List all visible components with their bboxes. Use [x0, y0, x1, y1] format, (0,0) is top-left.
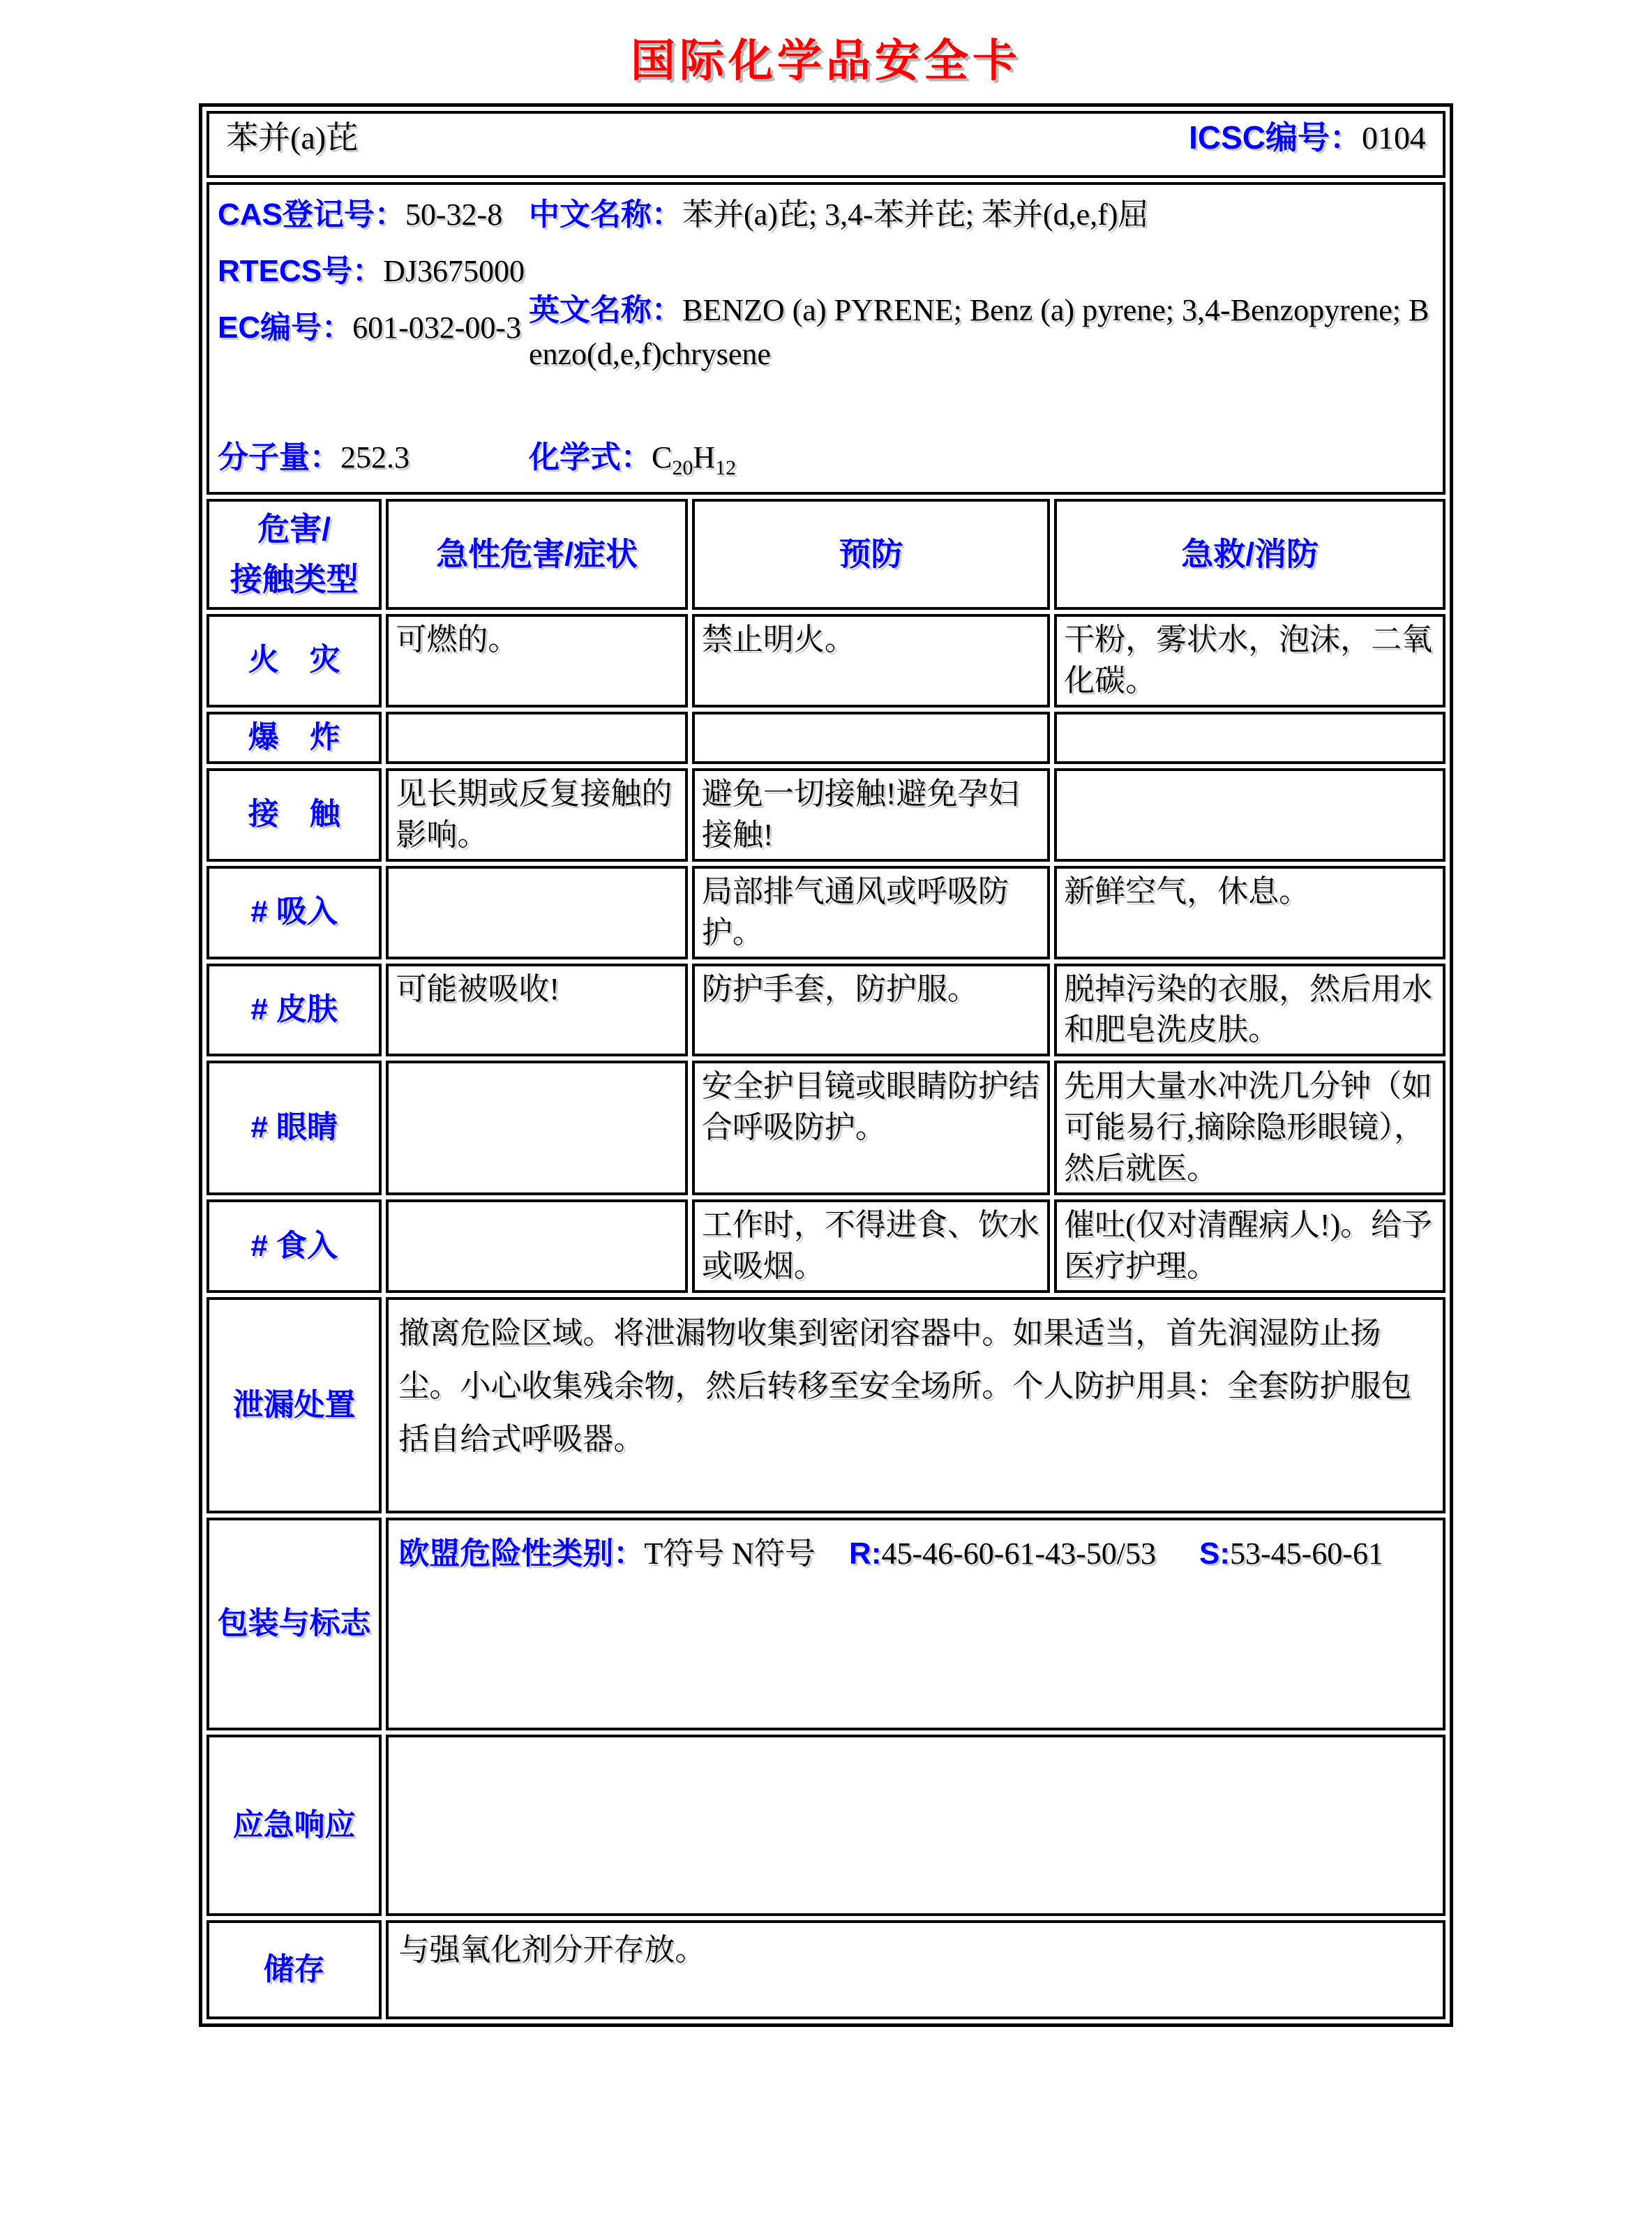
hazard-header-row: [206, 499, 1446, 610]
english-names-label: 英文名称：: [529, 293, 682, 328]
page-title: 国际化学品安全卡: [631, 36, 1021, 86]
fire-symptoms: 可燃的。: [386, 614, 687, 708]
chinese-names-label: 中文名称：: [529, 197, 682, 232]
hazard-row-fire: [206, 614, 1446, 708]
storage-row-label: 储存: [206, 1920, 382, 2019]
exposure-symptoms: 见长期或反复接触的影响。: [386, 768, 687, 862]
molecular-weight-line: [218, 437, 529, 482]
formula-element-c: C: [652, 440, 673, 475]
skin-row-label: # 皮肤: [206, 964, 382, 1057]
ec-label: EC编号：: [218, 310, 353, 345]
formula-c-subscript: 20: [672, 456, 693, 480]
cas-label: CAS登记号：: [218, 197, 405, 232]
chinese-names-line: [529, 195, 1434, 236]
header-prevention: 预防: [692, 499, 1050, 610]
header-hazard-type: 危害/接触类型: [206, 499, 382, 610]
spillage-row: [206, 1297, 1446, 1513]
molecular-weight-label: 分子量：: [218, 440, 340, 475]
icsc-number-label: ICSC编号：: [1189, 119, 1362, 156]
identifiers-cell: [206, 182, 1446, 495]
formula-h-subscript: 12: [715, 456, 737, 480]
hazard-row-ingestion: [206, 1199, 1446, 1293]
packaging-row-label: 包装与标志: [206, 1518, 382, 1730]
hazard-row-skin: [206, 964, 1446, 1057]
spillage-content: 撤离危险区域。将泄漏物收集到密闭容器中。如果适当，首先润湿防止扬尘。小心收集残余物，然后转移至安全场所。个人防护用具：全套防护服包括自给式呼吸器。: [386, 1297, 1446, 1513]
emergency-response-content: [386, 1735, 1446, 1916]
explosion-response: [1054, 712, 1446, 764]
icsc-number-value: 0104: [1362, 120, 1426, 156]
s-phrases-label: S:: [1199, 1536, 1230, 1571]
cas-value: 50-32-8: [405, 197, 503, 232]
r-phrases-value: 45-46-60-61-43-50/53: [881, 1536, 1156, 1571]
rtecs-number-line: [218, 251, 529, 292]
ingestion-response: 催吐(仅对清醒病人!)。给予医疗护理。: [1054, 1199, 1446, 1293]
registry-numbers-block: [218, 195, 529, 376]
exposure-prevention: 避免一切接触!避免孕妇接触!: [692, 768, 1050, 862]
safety-card-table: [199, 103, 1453, 2027]
english-names-value: BENZO (a) PYRENE; Benz (a) pyrene; 3,4-Benzopyrene; Benzo(d,e,f)chrysene: [529, 293, 1429, 371]
header-first-aid: 急救/消防: [1054, 499, 1446, 610]
emergency-response-row: [206, 1735, 1446, 1916]
explosion-prevention: [692, 712, 1050, 764]
header-acute-symptoms: 急性危害/症状: [386, 499, 687, 610]
eyes-row-label: # 眼睛: [206, 1061, 382, 1195]
formula-element-h: H: [693, 440, 716, 475]
fire-response: 干粉，雾状水，泡沫，二氧化碳。: [1054, 614, 1446, 708]
eu-hazard-symbols: T符号 N符号: [644, 1536, 816, 1571]
chemical-formula-label: 化学式：: [529, 440, 652, 475]
title-row: [206, 111, 1446, 178]
inhalation-symptoms: [386, 866, 687, 959]
icsc-number-group: [1189, 117, 1426, 160]
spillage-row-label: 泄漏处置: [206, 1297, 382, 1513]
storage-row: [206, 1920, 1446, 2019]
hazard-row-explosion: [206, 712, 1446, 764]
rtecs-value: DJ3675000: [383, 254, 525, 289]
inhalation-prevention: 局部排气通风或呼吸防护。: [692, 866, 1050, 959]
hazard-row-inhalation: [206, 866, 1446, 959]
eyes-response: 先用大量水冲洗几分钟（如可能易行,摘除隐形眼镜），然后就医。: [1054, 1061, 1446, 1195]
skin-prevention: 防护手套，防护服。: [692, 964, 1050, 1057]
skin-response: 脱掉污染的衣服，然后用水和肥皂洗皮肤。: [1054, 964, 1446, 1057]
storage-content: 与强氧化剂分开存放。: [386, 1920, 1446, 2019]
r-phrases-label: R:: [849, 1536, 882, 1571]
ec-value: 601-032-00-3: [352, 310, 522, 345]
chemical-formula-line: [529, 437, 736, 482]
english-names-line: [529, 289, 1434, 376]
explosion-row-label: 爆 炸: [206, 712, 382, 764]
ec-number-line: [218, 308, 529, 349]
exposure-row-label: 接 触: [206, 768, 382, 862]
s-phrases-value: 53-45-60-61: [1229, 1536, 1383, 1571]
ingestion-symptoms: [386, 1199, 687, 1293]
inhalation-row-label: # 吸入: [206, 866, 382, 959]
molecular-weight-value: 252.3: [340, 440, 410, 475]
hazard-row-exposure: [206, 768, 1446, 862]
skin-symptoms: 可能被吸收!: [386, 964, 687, 1057]
chemical-name: 苯并(a)芘: [226, 120, 359, 156]
chinese-names-value: 苯并(a)芘; 3,4-苯并芘; 苯并(d,e,f)屈: [682, 197, 1149, 232]
rtecs-label: RTECS号：: [218, 254, 384, 289]
title-row-cell: [206, 111, 1446, 178]
eu-hazard-class-label: 欧盟危险性类别：: [398, 1536, 645, 1571]
cas-number-line: [218, 195, 529, 236]
packaging-row: [206, 1518, 1446, 1730]
hazard-row-eyes: [206, 1061, 1446, 1195]
identifiers-row: [206, 182, 1446, 495]
eyes-symptoms: [386, 1061, 687, 1195]
fire-row-label: 火 灾: [206, 614, 382, 708]
eyes-prevention: 安全护目镜或眼睛防护结合呼吸防护。: [692, 1061, 1050, 1195]
ingestion-prevention: 工作时，不得进食、饮水或吸烟。: [692, 1199, 1050, 1293]
inhalation-response: 新鲜空气，休息。: [1054, 866, 1446, 959]
exposure-response: [1054, 768, 1446, 862]
packaging-content: [386, 1518, 1446, 1730]
emergency-response-row-label: 应急响应: [206, 1735, 382, 1916]
explosion-symptoms: [386, 712, 687, 764]
names-block: [529, 195, 1434, 376]
fire-prevention: 禁止明火。: [692, 614, 1050, 708]
ingestion-row-label: # 食入: [206, 1199, 382, 1293]
